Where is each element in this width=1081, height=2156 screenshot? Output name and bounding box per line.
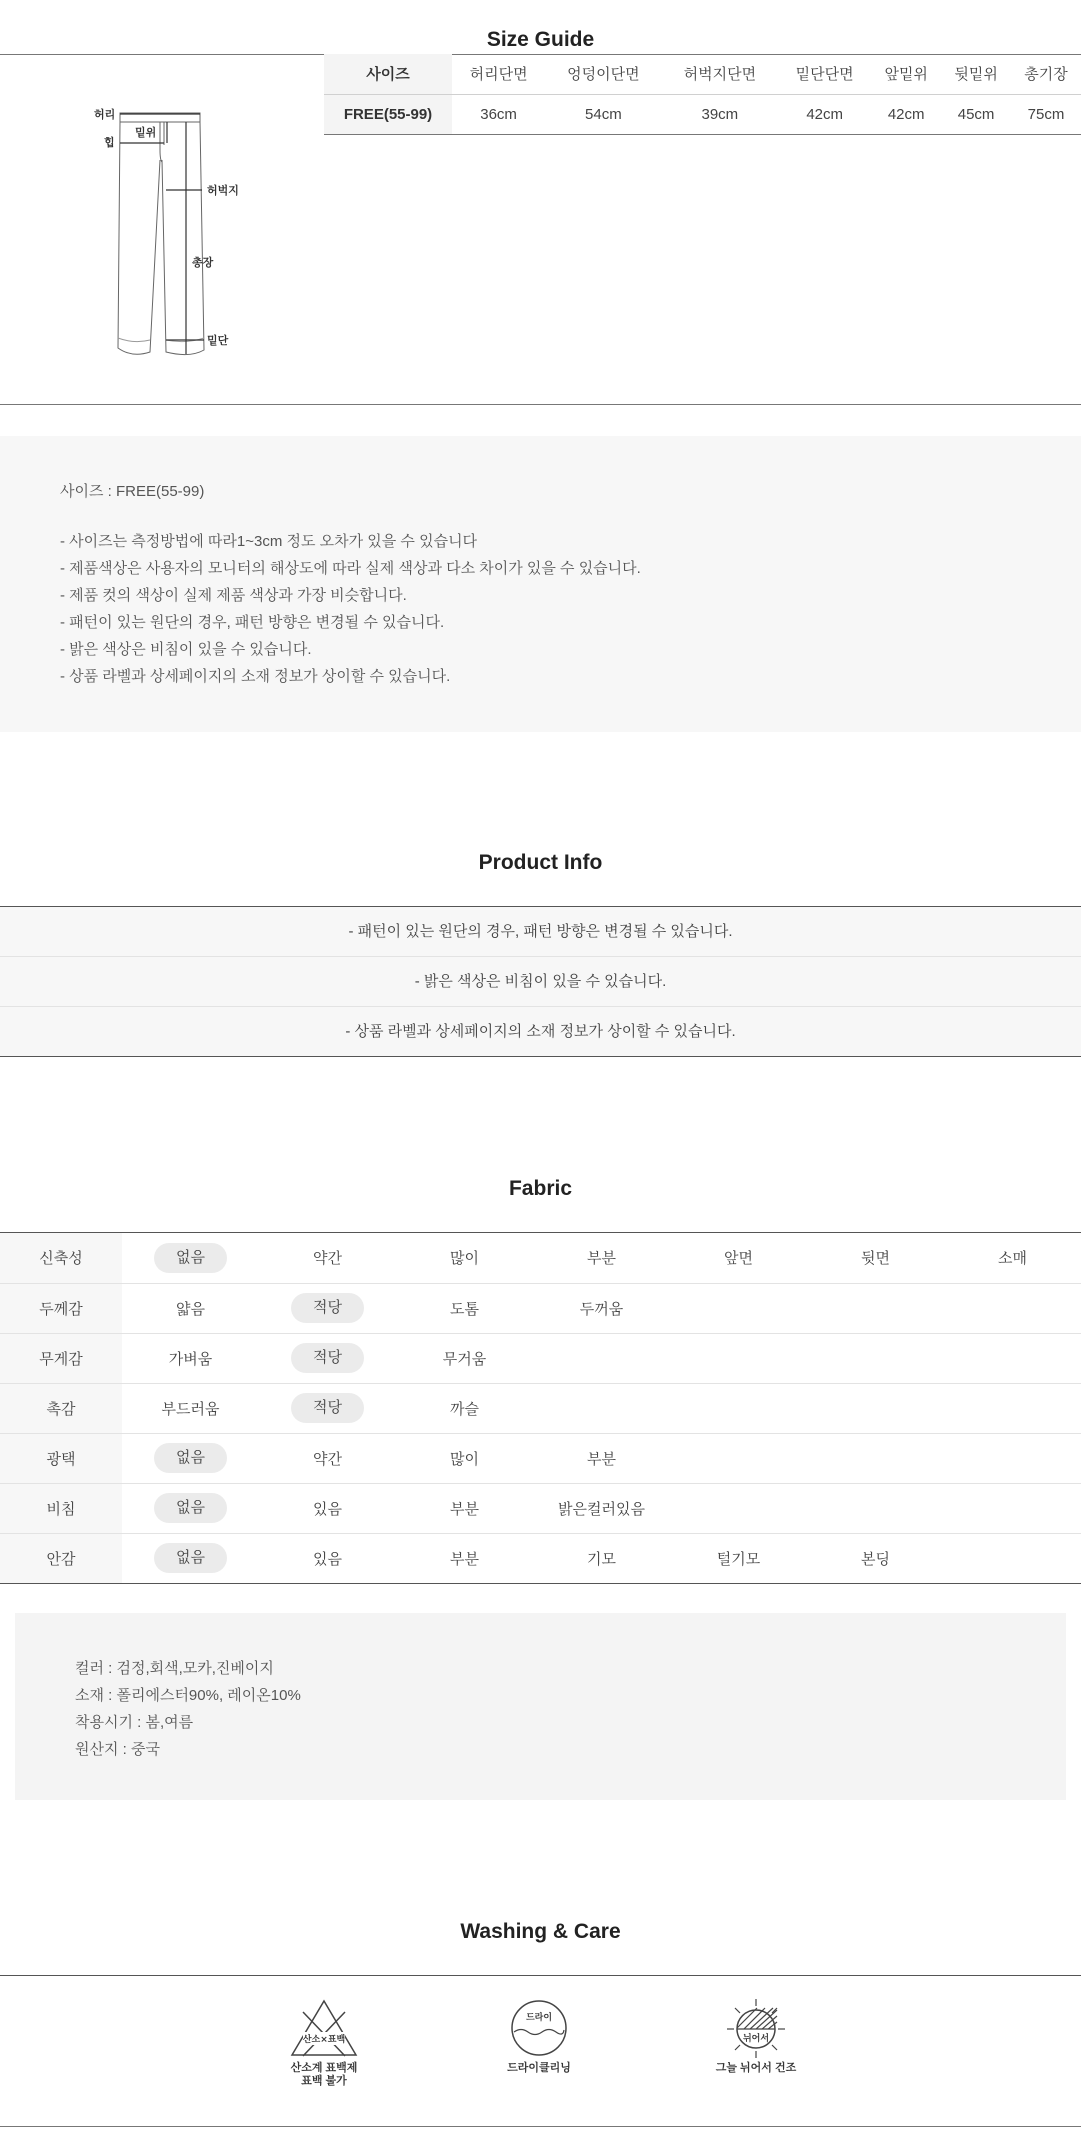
note-item: - 패턴이 있는 원단의 경우, 패턴 방향은 변경될 수 있습니다. (60, 614, 445, 631)
product-info-list (0, 907, 1081, 1057)
fabric-option-cell (396, 1433, 533, 1483)
fabric-option-cell (259, 1533, 396, 1583)
note-item: - 제품 컷의 색상이 실제 제품 색상과 가장 비슷합니다. (60, 587, 407, 604)
fabric-option-selected: 적당 (291, 1393, 364, 1423)
fabric-option-cell (259, 1283, 396, 1333)
fabric-empty-cell (533, 1333, 670, 1383)
care-item-dry-clean (479, 1998, 599, 2075)
diagram-label-hem: 밑단 (207, 334, 229, 347)
fabric-option-cell (396, 1233, 533, 1283)
fabric-empty-cell (533, 1383, 670, 1433)
care-badge: 드라이 (525, 2013, 553, 2023)
fabric-option: 부분 (450, 1550, 479, 1568)
fabric-option-cell (533, 1483, 670, 1533)
fabric-option: 털기모 (716, 1550, 761, 1568)
fabric-option-selected: 적당 (291, 1343, 364, 1373)
fabric-info-origin: 원산지 : 중국 (75, 1741, 160, 1758)
washing-care-title: Washing & Care (460, 1920, 621, 1943)
fabric-option-selected: 적당 (291, 1293, 364, 1323)
table-row (324, 94, 1081, 134)
list-item: - 패턴이 있는 원단의 경우, 패턴 방향은 변경될 수 있습니다. (0, 907, 1081, 957)
diagram-label-length: 총장 (192, 256, 214, 269)
fabric-info-box (15, 1613, 1066, 1800)
fabric-option: 두꺼움 (579, 1300, 624, 1318)
fabric-option: 약간 (313, 1450, 342, 1468)
size-col-header: 엉덩이단면 (545, 54, 661, 94)
fabric-empty-cell (807, 1483, 944, 1533)
fabric-row (0, 1533, 1081, 1583)
fabric-option-cell (122, 1433, 259, 1483)
care-item-shade-dry (696, 1998, 816, 2075)
care-label-line: 드라이클리닝 (507, 2062, 571, 2074)
fabric-empty-cell (944, 1333, 1081, 1383)
diagram-label-rise: 밑위 (135, 126, 157, 139)
note-item: - 사이즈는 측정방법에 따라1~3cm 정도 오차가 있을 수 있습니다 (60, 533, 478, 550)
fabric-row-label: 촉감 (0, 1383, 122, 1433)
fabric-option: 까슬 (450, 1400, 479, 1418)
fabric-option: 기모 (587, 1550, 616, 1568)
size-table (324, 54, 1081, 135)
fabric-row-label: 무게감 (0, 1333, 122, 1383)
diagram-label-thigh: 허벅지 (207, 184, 239, 197)
fabric-empty-cell (944, 1383, 1081, 1433)
fabric-option-cell (259, 1383, 396, 1433)
list-item: - 상품 라벨과 상세페이지의 소재 정보가 상이할 수 있습니다. (0, 1007, 1081, 1057)
fabric-option-cell (670, 1233, 807, 1283)
fabric-option-cell (396, 1333, 533, 1383)
fabric-option-cell (122, 1333, 259, 1383)
fabric-empty-cell (944, 1283, 1081, 1333)
note-item: - 밝은 색상은 비침이 있을 수 있습니다. (60, 641, 312, 658)
dry-clean-icon (504, 1998, 574, 2060)
notes-size-line: 사이즈 : FREE(55-99) (60, 483, 205, 500)
size-cell: 75cm (1011, 94, 1081, 134)
fabric-option: 얇음 (176, 1300, 205, 1318)
size-cell: 54cm (545, 94, 661, 134)
size-col-header: 뒷밑위 (941, 54, 1011, 94)
fabric-row-label: 신축성 (0, 1233, 122, 1283)
fabric-option-cell (533, 1233, 670, 1283)
care-label-line: 그늘 뉘어서 건조 (715, 2062, 797, 2074)
care-item-no-bleach (264, 1998, 384, 2088)
fabric-option: 부분 (587, 1450, 616, 1468)
fabric-info-material: 소재 : 폴리에스터90%, 레이온10% (75, 1687, 301, 1704)
fabric-row-label: 두께감 (0, 1283, 122, 1333)
fabric-option-cell (259, 1433, 396, 1483)
care-label (696, 2062, 816, 2075)
fabric-option-selected: 없음 (154, 1243, 227, 1273)
fabric-info-season: 착용시기 : 봄,여름 (75, 1714, 194, 1731)
size-cell: 39cm (662, 94, 778, 134)
washing-top-divider (0, 1975, 1081, 1976)
fabric-option-cell (259, 1233, 396, 1283)
fabric-row (0, 1483, 1081, 1533)
fabric-option: 있음 (313, 1550, 342, 1568)
fabric-empty-cell (670, 1483, 807, 1533)
fabric-row (0, 1233, 1081, 1283)
size-col-header: 총기장 (1011, 54, 1081, 94)
fabric-row-label: 광택 (0, 1433, 122, 1483)
fabric-row (0, 1333, 1081, 1383)
fabric-option-cell (396, 1383, 533, 1433)
fabric-empty-cell (670, 1283, 807, 1333)
size-cell: 45cm (941, 94, 1011, 134)
size-col-header: 앞밑위 (871, 54, 941, 94)
size-guide-bottom-divider (0, 404, 1081, 405)
fabric-option: 약간 (313, 1250, 342, 1268)
fabric-option: 많이 (450, 1250, 479, 1268)
fabric-option: 도톰 (450, 1300, 479, 1318)
fabric-option-cell (122, 1483, 259, 1533)
size-notes-box (0, 436, 1081, 732)
care-label-line: 산소계 표백제 (290, 2062, 358, 2074)
fabric-option: 앞면 (724, 1250, 753, 1268)
care-label (479, 2062, 599, 2075)
fabric-empty-cell (944, 1533, 1081, 1583)
fabric-info-color: 컬러 : 검정,회색,모카,진베이지 (75, 1660, 274, 1677)
note-item: - 제품색상은 사용자의 모니터의 해상도에 따라 실제 색상과 다소 차이가 있을 수 있습니다. (60, 560, 641, 577)
fabric-option-cell (396, 1483, 533, 1533)
fabric-option-cell (259, 1483, 396, 1533)
list-item: - 밝은 색상은 비침이 있을 수 있습니다. (0, 957, 1081, 1007)
fabric-empty-cell (944, 1433, 1081, 1483)
fabric-option-cell (122, 1383, 259, 1433)
fabric-row (0, 1433, 1081, 1483)
fabric-option: 본딩 (861, 1550, 890, 1568)
size-col-header: 허벅지단면 (662, 54, 778, 94)
fabric-row (0, 1283, 1081, 1333)
fabric-option-cell (122, 1233, 259, 1283)
no-bleach-icon (289, 1998, 359, 2060)
fabric-option: 뒷면 (861, 1250, 890, 1268)
size-guide-title: Size Guide (486, 28, 595, 51)
fabric-empty-cell (807, 1333, 944, 1383)
fabric-option: 있음 (313, 1500, 342, 1518)
note-item: - 상품 라벨과 상세페이지의 소재 정보가 상이할 수 있습니다. (60, 668, 451, 685)
diagram-label-waist: 허리 (94, 108, 116, 121)
fabric-option: 부분 (450, 1500, 479, 1518)
fabric-table (0, 1233, 1081, 1584)
size-cell: 42cm (871, 94, 941, 134)
shade-dry-icon (721, 1998, 791, 2060)
fabric-empty-cell (670, 1383, 807, 1433)
fabric-option-cell (944, 1233, 1081, 1283)
fabric-empty-cell (807, 1433, 944, 1483)
fabric-option: 부분 (587, 1250, 616, 1268)
fabric-option-cell (533, 1433, 670, 1483)
fabric-empty-cell (807, 1383, 944, 1433)
fabric-option-cell (533, 1533, 670, 1583)
fabric-option-selected: 없음 (154, 1543, 227, 1573)
fabric-row (0, 1383, 1081, 1433)
size-cell: 42cm (778, 94, 871, 134)
fabric-option: 밝은컬러있음 (558, 1500, 645, 1518)
fabric-option-cell (396, 1283, 533, 1333)
fabric-option-cell (122, 1283, 259, 1333)
care-label-line: 표백 불가 (301, 2075, 347, 2087)
product-info-title: Product Info (478, 851, 603, 874)
fabric-option: 무거움 (442, 1350, 487, 1368)
size-cell: FREE(55-99) (324, 94, 452, 134)
fabric-option-cell (259, 1333, 396, 1383)
fabric-empty-cell (807, 1283, 944, 1333)
pants-diagram (80, 100, 260, 370)
size-col-header: 밑단단면 (778, 54, 871, 94)
fabric-option: 부드러움 (161, 1400, 220, 1418)
care-label (264, 2062, 384, 2088)
fabric-option-cell (122, 1533, 259, 1583)
fabric-empty-cell (670, 1333, 807, 1383)
fabric-option-cell (396, 1533, 533, 1583)
fabric-option-cell (533, 1283, 670, 1333)
fabric-row-label: 안감 (0, 1533, 122, 1583)
care-badge: 산소×표백 (302, 2035, 346, 2045)
fabric-empty-cell (944, 1483, 1081, 1533)
size-cell: 36cm (452, 94, 545, 134)
care-badge: 뉘어서 (742, 2034, 770, 2044)
fabric-option: 소매 (998, 1250, 1027, 1268)
fabric-option-selected: 없음 (154, 1493, 227, 1523)
size-col-header: 허리단면 (452, 54, 545, 94)
diagram-label-hip: 힙 (104, 136, 115, 149)
fabric-title: Fabric (508, 1177, 573, 1200)
fabric-option-cell (670, 1533, 807, 1583)
fabric-option-cell (807, 1233, 944, 1283)
fabric-empty-cell (670, 1433, 807, 1483)
fabric-option-selected: 없음 (154, 1443, 227, 1473)
size-col-header: 사이즈 (324, 54, 452, 94)
fabric-option: 많이 (450, 1450, 479, 1468)
washing-bottom-divider (0, 2126, 1081, 2127)
fabric-option: 가벼움 (168, 1350, 213, 1368)
fabric-row-label: 비침 (0, 1483, 122, 1533)
fabric-option-cell (807, 1533, 944, 1583)
